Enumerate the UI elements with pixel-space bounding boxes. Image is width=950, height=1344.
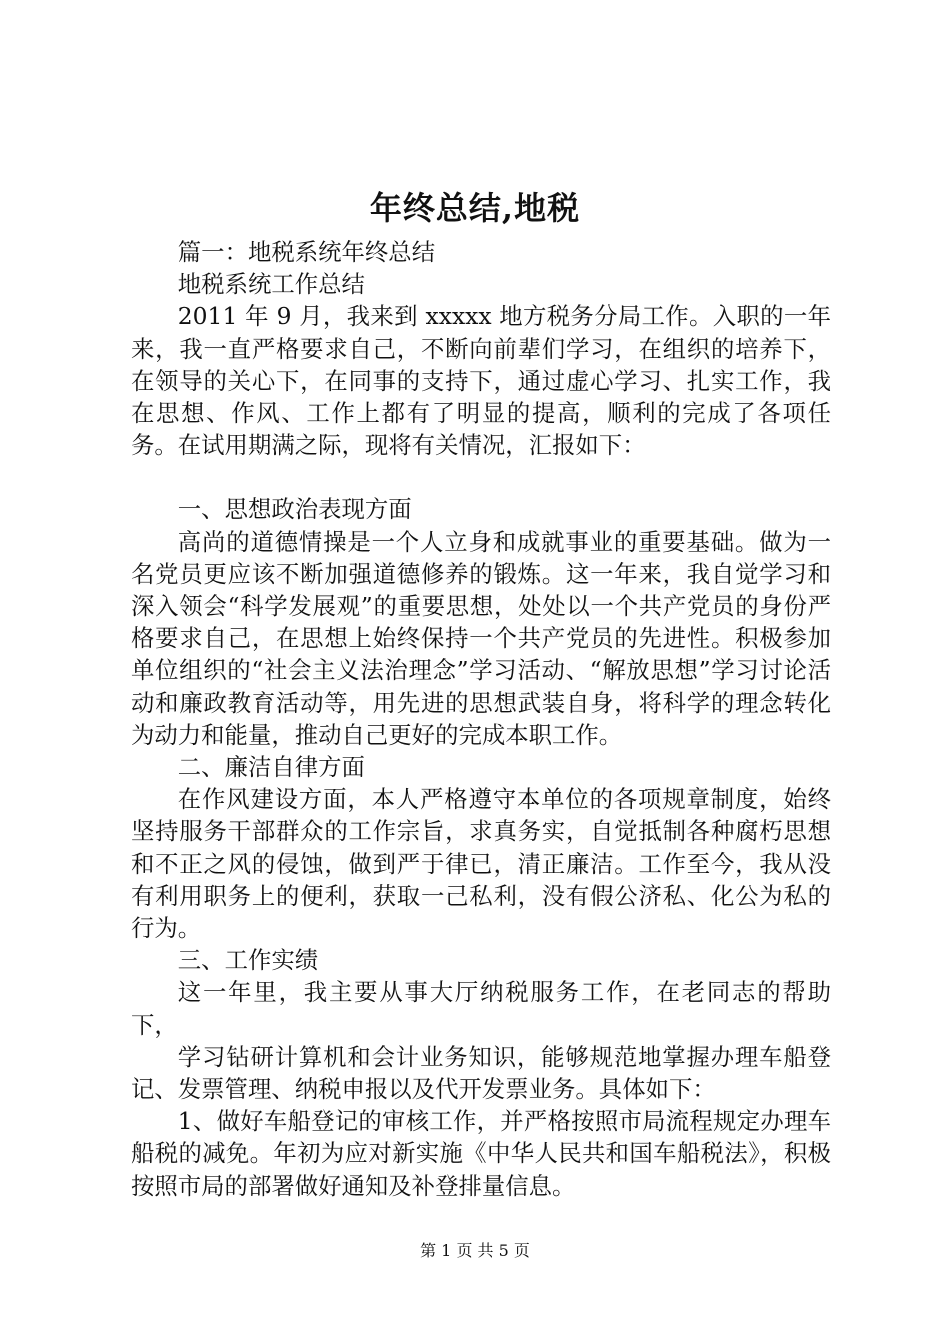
- paragraph-intro: 2011 年 9 月，我来到 xxxxx 地方税务分局工作。入职的一年来，我一直严格要求自己，不断向前辈们学习，在组织的培养下，在领导的关心下，在同事的支持下，通过虚心学习、扎实工作，我在思想、作风、工作上都有了明显的提高，顺利的完成了各项任务。在试用期满之际，现将有关情况，汇报如下：: [131, 302, 831, 460]
- section-heading-ideology: 一、思想政治表现方面: [177, 495, 412, 524]
- section-heading-part-one: 篇一：地税系统年终总结: [177, 238, 436, 266]
- document-body: [131, 236, 831, 1202]
- paragraph-item-1: 1、做好车船登记的审核工作，并严格按照市局流程规定办理车船税的减免。年初为应对新实施《中华人民共和国车船税法》，积极按照市局的部署做好通知及补登排量信息。: [131, 1107, 831, 1200]
- section-heading-achievements: 三、工作实绩: [177, 946, 319, 975]
- paragraph-achievements-intro: 这一年里，我主要从事大厅纳税服务工作，在老同志的帮助下，: [131, 978, 831, 1039]
- section-heading-integrity: 二、廉洁自律方面: [177, 753, 365, 782]
- paragraph-achievements-study: 学习钻研计算机和会计业务知识，能够规范地掌握办理车船登记、发票管理、纳税申报以及代开发票业务。具体如下：: [131, 1042, 831, 1104]
- paragraph-integrity: 在作风建设方面，本人严格遵守本单位的各项规章制度，始终坚持服务干部群众的工作宗旨，求真务实，自觉抵制各种腐朽思想和不正之风的侵蚀，做到严于律已，清正廉洁。工作至今，我从没有利用职务上的便利，获取一己私利，没有假公济私、化公为私的行为。: [131, 785, 831, 943]
- subheading-work-summary: 地税系统工作总结: [177, 270, 365, 299]
- paragraph-ideology: 高尚的道德情操是一个人立身和成就事业的重要基础。做为一名党员更应该不断加强道德修养的锻炼。这一年来，我自觉学习和深入领会“科学发展观”的重要思想，处处以一个共产党员的身份严格要求自己，在思想上始终保持一个共产党员的先进性。积极参加单位组织的“社会主义法治理念”学习活动、“解放思想”学习讨论活动和廉政教育活动等，用先进的思想武装自身，将科学的理念转化为动力和能量，推动自己更好的完成本职工作。: [131, 527, 831, 749]
- document-title: 年终总结,地税: [369, 189, 581, 227]
- page-footer: 第 1 页 共 5 页: [420, 1241, 530, 1260]
